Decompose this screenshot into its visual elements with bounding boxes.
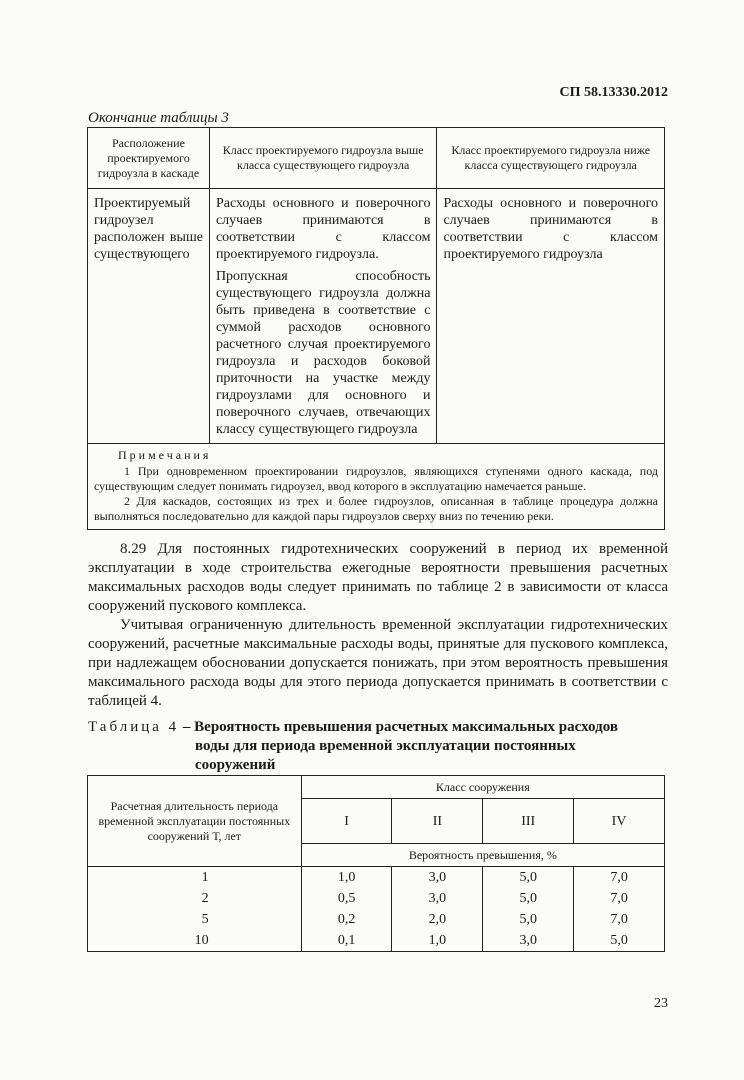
notes-title: Примечания xyxy=(118,448,212,462)
row-value: 7,0 xyxy=(574,888,665,909)
cell-text: Проектируемый гидроузел расположен выше существующего xyxy=(94,196,203,262)
table3-cell-higher xyxy=(209,189,437,444)
table-3 xyxy=(87,127,665,530)
table4-title-line1: Вероятность превышения расчетных максимальных расходов xyxy=(194,719,618,735)
table-row xyxy=(88,930,665,952)
page-number: 23 xyxy=(654,996,668,1011)
row-value: 5,0 xyxy=(483,888,574,909)
table4-caption xyxy=(88,718,648,775)
table3-caption: Окончание таблицы 3 xyxy=(88,110,229,126)
table-row xyxy=(88,867,665,889)
cell-text-paragraph-2: Пропускная способность существующего гидроузла должна быть приведена в соответствие с суммой расходов основного расчетного случая проектируемого гидроузла и расходов боковой приточности на участке между гидроузлами для основного и поверочного случаев, отвечающих классу существующего гидроузла xyxy=(215,269,431,437)
table3-notes-row xyxy=(88,444,665,530)
table4-header-row xyxy=(88,776,665,799)
table-row xyxy=(88,909,665,930)
table3-cell-lower xyxy=(437,189,665,444)
row-value: 5,0 xyxy=(574,930,665,952)
document-code: СП 58.13330.2012 xyxy=(559,85,668,100)
row-period: 10 xyxy=(88,930,302,952)
table4-class-3: III xyxy=(483,799,574,844)
table-4 xyxy=(87,775,665,952)
table3-header-higher: Класс проектируемого гидроузла выше класса существующего гидроузла xyxy=(209,128,437,189)
table4-class-2: II xyxy=(392,799,483,844)
table3-row xyxy=(88,189,665,444)
table3-notes xyxy=(88,444,665,530)
table3-header-location: Расположение проектируемого гидроузла в каскаде xyxy=(88,128,210,189)
body-text xyxy=(88,540,668,711)
table4-class-1: I xyxy=(301,799,392,844)
table4-title-line2: воды для периода временной эксплуатации постоянных сооружений xyxy=(195,738,576,773)
table3-cell-location xyxy=(88,189,210,444)
row-value: 0,5 xyxy=(301,888,392,909)
table4-header-class: Класс сооружения xyxy=(301,776,664,799)
row-value: 2,0 xyxy=(392,909,483,930)
row-value: 7,0 xyxy=(574,909,665,930)
table3-header-lower: Класс проектируемого гидроузла ниже класса существующего гидроузла xyxy=(437,128,665,189)
note-2: 2 Для каскадов, состоящих из трех и более гидроузлов, описанная в таблице процедура должна выполняться последовательно для каждой пары гидроузлов сверху вниз по течению реки. xyxy=(94,494,658,523)
row-value: 1,0 xyxy=(301,867,392,889)
table3-header-row xyxy=(88,128,665,189)
row-value: 3,0 xyxy=(392,867,483,889)
row-value: 5,0 xyxy=(483,867,574,889)
row-value: 5,0 xyxy=(483,909,574,930)
cell-text-paragraph-1: Расходы основного и поверочного случаев принимаются в соответствии с классом проектируемого гидроузла. xyxy=(215,196,431,262)
paragraph-8-29: 8.29 Для постоянных гидротехнических сооружений в период их временной эксплуатации в ходе строительства ежегодные вероятности превышения расчетных максимальных расходов воды следует принимать по таблице 2 в зависимости от класса сооружений пускового комплекса. xyxy=(88,541,668,614)
row-value: 7,0 xyxy=(574,867,665,889)
table4-class-4: IV xyxy=(574,799,665,844)
table-row xyxy=(88,888,665,909)
table4-label: Таблица 4 xyxy=(88,719,180,735)
row-period: 1 xyxy=(88,867,302,889)
table4-header-period: Расчетная длительность периода временной эксплуатации постоянных сооружений Т, лет xyxy=(88,776,302,867)
paragraph-considering: Учитывая ограниченную длительность временной эксплуатации гидротехнических сооружений, расчетные максимальные расходы воды, принятые для пускового комплекса, при надлежащем обосновании допускается понижать, при этом вероятность превышения максимального расхода воды для этого периода допускается принимать в соответствии с таблицей 4. xyxy=(88,617,668,709)
row-value: 1,0 xyxy=(392,930,483,952)
cell-text: Расходы основного и поверочного случаев принимаются в соответствии с классом проектируемого гидроузла xyxy=(443,196,658,262)
row-value: 3,0 xyxy=(392,888,483,909)
row-value: 3,0 xyxy=(483,930,574,952)
row-period: 2 xyxy=(88,888,302,909)
row-period: 5 xyxy=(88,909,302,930)
row-value: 0,2 xyxy=(301,909,392,930)
row-value: 0,1 xyxy=(301,930,392,952)
note-1: 1 При одновременном проектировании гидроузлов, являющихся ступенями одного каскада, под существующим следует понимать гидроузел, ввод которого в эксплуатацию намечается раньше. xyxy=(94,464,658,493)
table4-prob-label: Вероятность превышения, % xyxy=(301,844,664,867)
table4-dash: – xyxy=(179,719,195,735)
